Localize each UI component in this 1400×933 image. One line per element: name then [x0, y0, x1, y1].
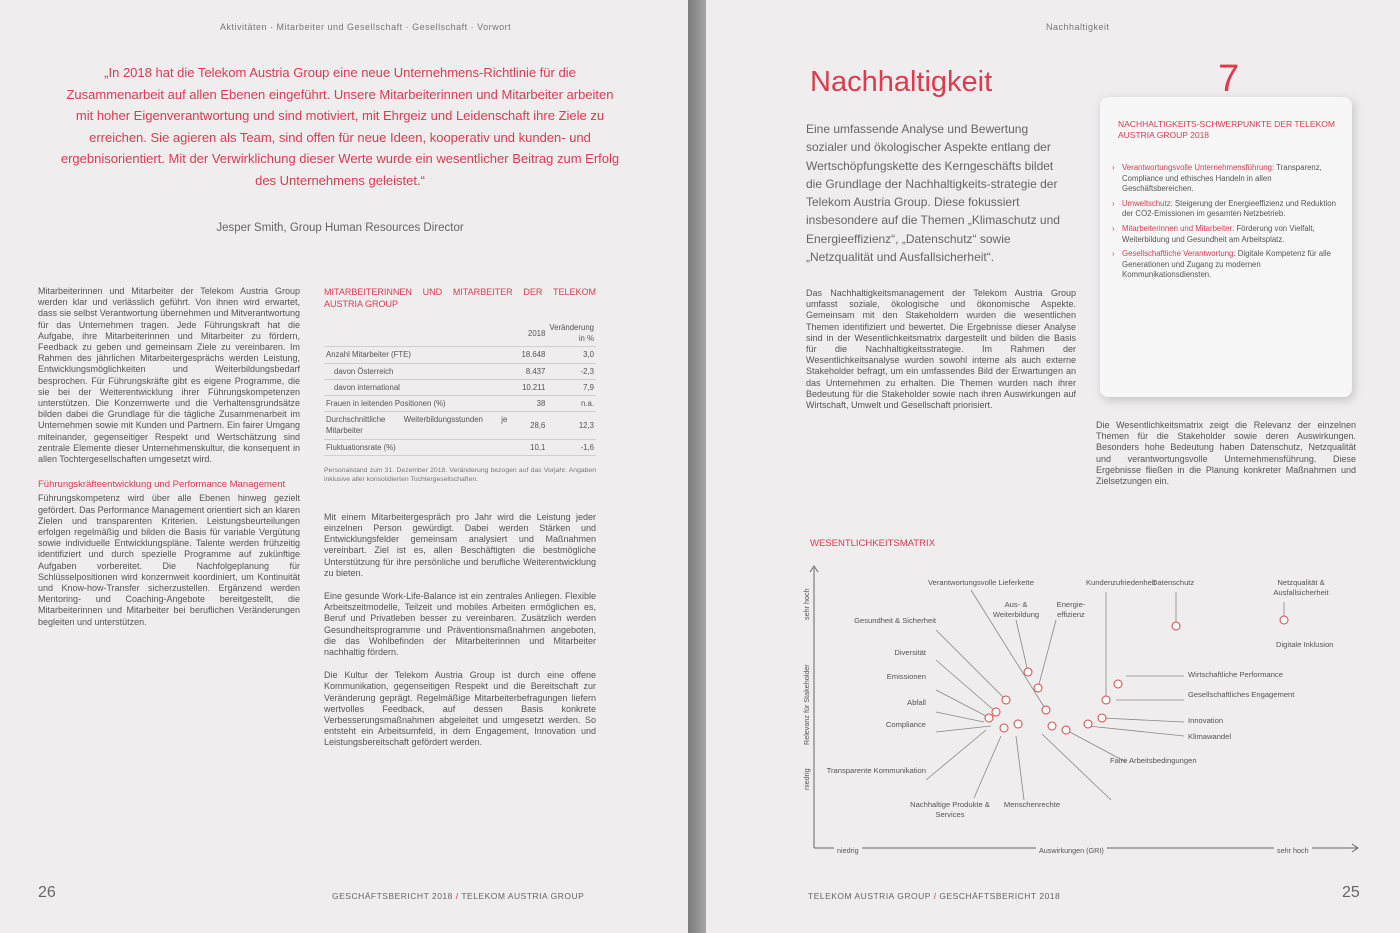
data-point [1034, 684, 1042, 692]
bullet-icon: › [1112, 249, 1115, 259]
matrix-label: Kundenzufriedenheit [1086, 578, 1156, 587]
matrix-label: Datenschutz [1152, 578, 1195, 587]
page-footer: GESCHÄFTSBERICHT 2018 / TELEKOM AUSTRIA GROUP [332, 891, 585, 901]
paragraph: Die Kultur der Telekom Austria Group ist durch eine offene Kommunikation, gegenseitigen Respekt und die Bereitschaft zur Veränderung geprägt. Regelmäßige Mitarbeiterbefragungen liefern wertvolles Feedback, auf dessen Basis konkrete Verbesserungsmaßnahmen abgeleitet und umgesetzt werden. So entsteht ein Arbeitsumfeld, in dem Engagement, Innovation und Leistungsbereitschaft gefördert werden. [324, 670, 596, 748]
matrix-label: Energie-effizienz [1056, 600, 1086, 619]
data-point [1024, 668, 1032, 676]
matrix-label: Klimawandel [1188, 732, 1232, 741]
text-column-1 [38, 286, 300, 640]
paragraph: Die Wesentlichkeitsmatrix zeigt die Relevanz der einzelnen Themen für die Stakeholder sowie deren Auswirkungen. Besonders hohe Bedeutung haben Datenschutz, Netzqualität und verantwortungsvolle Unternehmensführung. Diese Ergebnisse fließen in die Planung konkreter Maßnahmen und Zielsetzungen ein. [1096, 420, 1356, 487]
pull-quote: „In 2018 hat die Telekom Austria Group eine neue Unternehmens-Richtlinie für die Zusammenarbeit auf allen Ebenen eingeführt. Unsere Mitarbeiterinnen und Mitarbeiter arbeiten mit hoher Eigenverantwortung und sind motiviert, mit Ehrgeiz und Leidenschaft ihre Ziele zu erreichen. Sie agieren als Team, sind offen für neue Ideen, kooperativ und kunden- und ergebnisorientiert. Mit der Verwirklichung dieser Werte wurde ein wesentlicher Beitrag zum Erfolg des Unternehmens geleistet.“ [60, 65, 620, 188]
list-item: › Verantwortungsvolle Unternehmensführung: Transparenz, Compliance und ethisches Handeln in allen Geschäftsbereichen. [1112, 163, 1322, 194]
y-axis-title: Relevanz für Stakeholder [802, 664, 811, 745]
employee-table [324, 320, 596, 456]
table-row: davon international 10.211 7,9 [324, 379, 596, 395]
page-footer: TELEKOM AUSTRIA GROUP / GESCHÄFTSBERICHT 2018 [808, 891, 1061, 901]
matrix-label: Gesundheit & Sicherheit [854, 616, 936, 625]
left-page [0, 0, 688, 933]
slash-separator: / [933, 891, 940, 901]
table-row: Durchschnittliche Weiterbildungsstunden je Mitarbeiter 28,6 12,3 [324, 412, 596, 439]
data-point [992, 708, 1000, 716]
matrix-label: Nachhaltige Produkte & Services [910, 800, 990, 819]
matrix-label: Compliance [885, 720, 926, 729]
page-title: Nachhaltigkeit [810, 66, 993, 98]
list-item: › Mitarbeiterinnen und Mitarbeiter: Förderung von Vielfalt, Weiterbildung und Gesundheit am Arbeitsplatz. [1112, 223, 1315, 244]
materiality-matrix [706, 0, 1400, 933]
bullet-icon: › [1112, 223, 1115, 233]
matrix-label: Wirtschaftliche Performance [1188, 670, 1283, 679]
matrix-label: Innovation [1188, 716, 1224, 725]
text-column-2 [324, 286, 596, 761]
paragraph: Das Nachhaltigkeitsmanagement der Telekom Austria Group umfasst soziale, ökologische und ökonomische Aspekte. Gemeinsam mit den Stakeholdern wurden die wesentlichen Themen identifiziert und bewertet. Die Ergebnisse dieser Analyse sind in der Wesentlichkeitsmatrix dargestellt und bilden die Basis für die Nachhaltigkeitsstrategie. Im Rahmen der Wesentlichkeitsanalyse wurden sowohl interne als auch externe Stakeholder befragt, um ein umfassendes Bild der Erwartungen an das Unternehmen zu erhalten. Die Themen wurden nach ihrer Bedeutung für die Stakeholder sowie nach ihren Auswirkungen auf Wirtschaft, Umwelt und Gesellschaft priorisiert. [806, 288, 1076, 411]
table-row: Anzahl Mitarbeiter (FTE) 18.648 3,0 [324, 347, 596, 363]
data-point [1114, 680, 1122, 688]
paragraph: Mitarbeiterinnen und Mitarbeiter der Telekom Austria Group werden klar und verlässlich geführt. Von ihnen wird erwartet, dass sie selbst Verantwortung übernehmen und Mitverantwortung für das Unternehmen tragen. Jede Führungskraft hat die Aufgabe, ihre Mitarbeiterinnen und Mitarbeiter zu fördern, Feedback zu geben und gemeinsam Ziele zu vereinbaren. Im Rahmen des jährlichen Mitarbeitergesprächs werden Leistung, Entwicklungsmöglichkeiten und Weiterbildungsbedarf besprochen. Für Führungskräfte gibt es eigene Programme, die sie bei der Weiterentwicklung ihrer Führungskompetenzen unterstützen. Die Konzernwerte und die Verhaltensgrundsätze bilden dabei die Grundlage für die tägliche Zusammenarbeit im Unternehmen sowie mit Kunden und Partnern. Ein fairer Umgang miteinander, gegenseitiger Respekt und Wertschätzung sind zentrale Elemente dieser Unternehmenskultur, die konsequent in allen Tochtergesellschaften umgesetzt wird. [38, 286, 300, 465]
matrix-label: Digitale Inklusion [1276, 640, 1334, 649]
x-axis-label-low: niedrig [834, 846, 862, 855]
intro-text: Eine umfassende Analyse und Bewertung sozialer und ökologischer Aspekte entlang der Wertschöpfungskette des Kerngeschäfts bildet die Grundlage der Nachhaltigkeits-strategie der Telekom Austria Group. Diese fokussiert insbesondere auf die Themen „Klimaschutz und Energieeffizienz“, „Datenschutz“ sowie „Netzqualität und Ausfallsicherheit“. [806, 122, 1060, 265]
table-header: Veränderung in % [547, 320, 596, 347]
table-header: 2018 [509, 320, 547, 347]
running-head: Nachhaltigkeit [1046, 22, 1110, 32]
running-head: Aktivitäten · Mitarbeiter und Gesellschaft · Gesellschaft · Vorwort [220, 22, 512, 32]
paragraph: Führungskompetenz wird über alle Ebenen hinweg gezielt gefördert. Das Performance Management orientiert sich an klaren Zielen und transparenten Kriterien. Leistungsbeurteilungen erfolgen regelmäßig und bilden die Basis für variable Vergütung sowie individuelle Entwicklungspläne. Talente werden frühzeitig identifiziert und durch spezielle Programme auf zukünftige Aufgaben vorbereitet. Die Nachfolgeplanung für Schlüsselpositionen wird konzernweit koordiniert, um Kontinuität und Know-how-Transfer sicherzustellen. Ergänzend werden Mentoring- und Coaching-Angebote bereitgestellt, die Mitarbeiterinnen und Mitarbeiter bei beruflichen Veränderungen begleiten und unterstützen. [38, 493, 300, 627]
data-point [1000, 724, 1008, 732]
quote-author: Jesper Smith, Group Human Resources Director [216, 222, 464, 234]
book-gutter [688, 0, 706, 933]
page-number: 25 [1342, 884, 1360, 901]
table-row: Fluktuationsrate (%) 10,1 -1,6 [324, 439, 596, 455]
paragraph: Eine gesunde Work-Life-Balance ist ein zentrales Anliegen. Flexible Arbeitszeitmodelle, Teilzeit und mobiles Arbeiten ermöglichen es, Beruf und Privatleben besser zu vereinbaren. Zusätzlich werden Gesundheitsprogramme und Präventionsmaßnahmen angeboten, die das Wohlbefinden der Mitarbeiterinnen und Mitarbeiter nachhaltig fördern. [324, 591, 596, 658]
slash-separator: / [455, 891, 462, 901]
data-point [985, 714, 993, 722]
data-point [1062, 726, 1070, 734]
y-axis-label-high: sehr hoch [802, 588, 811, 620]
matrix-label: Transparente Kommunikation [826, 766, 926, 775]
data-point [1098, 714, 1106, 722]
matrix-label: Faire Arbeitsbedingungen [1110, 756, 1197, 765]
table-title: MITARBEITERINNEN UND MITARBEITER DER TELEKOM AUSTRIA GROUP [324, 287, 596, 309]
section-heading: Führungskräfteentwicklung und Performance Management [38, 479, 286, 491]
data-point [1048, 722, 1056, 730]
matrix-label: Verantwortungsvolle Lieferkette [928, 578, 1034, 587]
x-axis-label-high: sehr hoch [1274, 846, 1312, 855]
matrix-label: Gesellschaftliches Engagement [1188, 690, 1295, 699]
matrix-label: Aus- & Weiterbildung [992, 600, 1040, 619]
matrix-label: Netzqualität & Ausfallsicherheit [1273, 578, 1329, 597]
matrix-label: Abfall [907, 698, 926, 707]
data-point [1280, 616, 1288, 624]
callout-number: 7 [1218, 58, 1240, 100]
matrix-label: Menschenrechte [1003, 800, 1061, 809]
right-page [706, 0, 1400, 933]
y-axis-label-low: niedrig [802, 768, 811, 790]
data-point [1042, 706, 1050, 714]
table-note: Personalstand zum 31. Dezember 2018. Veränderung bezogen auf das Vorjahr. Angaben inklusive aller konsolidierten Tochtergesellschaften. [324, 466, 596, 483]
list-item: › Umweltschutz: Steigerung der Energieeffizienz und Reduktion der CO2-Emissionen im gesamten Netzbetrieb. [1112, 198, 1336, 219]
data-point [1084, 720, 1092, 728]
page-number: 26 [38, 884, 56, 901]
matrix-label: Emissionen [886, 672, 926, 681]
list-item: › Gesellschaftliche Verantwortung: Digitale Kompetenz für alle Generationen und Zugang zu modernen Kommunikationsdiensten. [1112, 249, 1331, 280]
matrix-label: Diversität [894, 648, 926, 657]
table-row: davon Österreich 8.437 -2,3 [324, 363, 596, 379]
paragraph: Mit einem Mitarbeitergespräch pro Jahr wird die Leistung jeder einzelnen Person gewürdigt. Dabei werden Stärken und Entwicklungsfelder gemeinsam analysiert und Maßnahmen vereinbart. Ziel ist es, allen Beschäftigten die bestmögliche Unterstützung für ihre persönliche und berufliche Weiterentwicklung zu bieten. [324, 511, 596, 578]
bullet-icon: › [1112, 163, 1115, 172]
table-row: Frauen in leitenden Positionen (%) 38 n.a. [324, 396, 596, 412]
callout-title: NACHHALTIGKEITS-SCHWERPUNKTE DER TELEKOM AUSTRIA GROUP 2018 [1118, 119, 1335, 140]
x-axis-title: Auswirkungen (GRI) [1036, 846, 1107, 855]
matrix-title: WESENTLICHKEITSMATRIX [810, 538, 935, 549]
data-point [1172, 622, 1180, 630]
data-point [1014, 720, 1022, 728]
bullet-icon: › [1112, 198, 1115, 208]
data-point [1102, 696, 1110, 704]
data-point [1002, 696, 1010, 704]
